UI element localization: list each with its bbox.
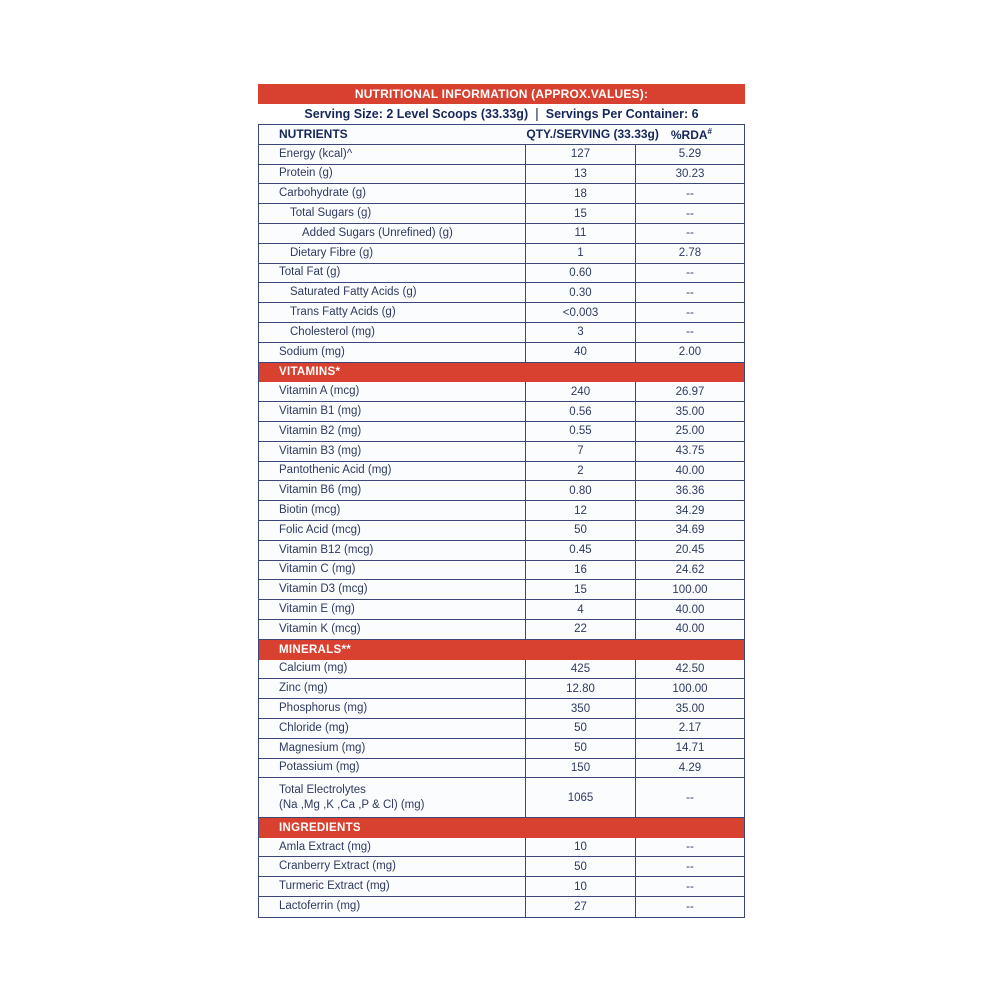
qty-cell: 16 [525, 561, 635, 580]
nutrient-label-cell [259, 857, 525, 876]
rda-cell: 35.00 [635, 699, 744, 718]
qty-cell: 13 [525, 165, 635, 184]
rda-cell: 4.29 [635, 759, 744, 778]
nutrient-label: Vitamin K (mcg) [279, 622, 361, 635]
table-row [259, 165, 744, 185]
table-row [259, 580, 744, 600]
rda-cell: 26.97 [635, 382, 744, 401]
qty-cell: 10 [525, 838, 635, 857]
rda-cell: 5.29 [635, 145, 744, 164]
table-row [259, 323, 744, 343]
nutrient-label-cell [259, 442, 525, 461]
nutrient-label: Vitamin D3 (mcg) [279, 583, 368, 596]
table-row [259, 501, 744, 521]
qty-cell: 18 [525, 184, 635, 203]
nutrient-label-cell [259, 759, 525, 778]
rda-cell: -- [635, 323, 744, 342]
nutrient-label: Vitamin B12 (mcg) [279, 543, 374, 556]
nutrient-label: Energy (kcal)^ [279, 147, 353, 160]
rda-cell: -- [635, 224, 744, 243]
qty-cell: 7 [525, 442, 635, 461]
qty-cell: 12 [525, 501, 635, 520]
nutrient-label-cell [259, 739, 525, 758]
nutrient-label-cell [259, 778, 525, 817]
nutrient-label: Dietary Fibre (g) [290, 246, 374, 259]
nutrient-label-cell [259, 660, 525, 679]
rda-cell: 20.45 [635, 541, 744, 560]
table-row [259, 679, 744, 699]
rda-cell: 100.00 [635, 580, 744, 599]
qty-cell: 0.45 [525, 541, 635, 560]
qty-cell: 0.55 [525, 422, 635, 441]
nutrient-label-cell [259, 501, 525, 520]
qty-cell: 127 [525, 145, 635, 164]
qty-cell: 0.30 [525, 283, 635, 302]
section-header-label: VITAMINS* [279, 366, 341, 379]
table-row [259, 481, 744, 501]
qty-cell: 50 [525, 857, 635, 876]
rda-cell: 2.00 [635, 343, 744, 362]
nutrient-label-cell [259, 561, 525, 580]
qty-cell: 15 [525, 580, 635, 599]
title-text: NUTRITIONAL INFORMATION (APPROX.VALUES): [354, 87, 649, 101]
rda-cell: -- [635, 897, 744, 917]
table-row [259, 897, 744, 917]
table-row [259, 382, 744, 402]
rda-cell: -- [635, 838, 744, 857]
nutrient-label-cell [259, 838, 525, 857]
rda-cell: -- [635, 264, 744, 283]
nutrient-label-cell [259, 699, 525, 718]
nutrient-label-cell [259, 897, 525, 917]
nutrition-panel [258, 84, 745, 918]
servings-per-container-text: Servings Per Container: 6 [545, 107, 699, 121]
nutrient-label: Cholesterol (mg) [290, 325, 375, 338]
rda-cell: -- [635, 184, 744, 203]
nutrient-label-cell [259, 204, 525, 223]
table-row [259, 343, 744, 363]
serving-size-text: Serving Size: 2 Level Scoops (33.33g) [304, 107, 529, 121]
rda-superscript: # [707, 126, 712, 136]
nutrient-label-cell [259, 402, 525, 421]
rda-cell: 36.36 [635, 481, 744, 500]
table-row [259, 442, 744, 462]
rda-cell: 40.00 [635, 462, 744, 481]
qty-cell: 22 [525, 620, 635, 639]
table-row [259, 561, 744, 581]
nutrient-label: Vitamin E (mg) [279, 603, 355, 616]
qty-cell: 12.80 [525, 679, 635, 698]
rda-cell: -- [635, 303, 744, 322]
qty-cell: 0.56 [525, 402, 635, 421]
nutrient-label: Vitamin B1 (mg) [279, 405, 362, 418]
nutrient-label: Vitamin B6 (mg) [279, 484, 362, 497]
qty-cell: 50 [525, 521, 635, 540]
table-row [259, 877, 744, 897]
nutrient-label-cell [259, 422, 525, 441]
rda-cell: 42.50 [635, 660, 744, 679]
rda-cell: 40.00 [635, 620, 744, 639]
qty-cell: 0.80 [525, 481, 635, 500]
nutrient-label: Total Fat (g) [279, 266, 341, 279]
nutrient-label-cell [259, 679, 525, 698]
column-header-nutrients: NUTRIENTS [279, 127, 348, 142]
rda-cell: 43.75 [635, 442, 744, 461]
nutrient-label-cell [259, 541, 525, 560]
qty-cell: 27 [525, 897, 635, 917]
table-row [259, 303, 744, 323]
nutrient-label: Sodium (mg) [279, 345, 345, 358]
qty-cell: 350 [525, 699, 635, 718]
table-row [259, 462, 744, 482]
rda-cell: -- [635, 204, 744, 223]
table-row [259, 184, 744, 204]
rda-cell: 25.00 [635, 422, 744, 441]
section-header [259, 818, 744, 838]
nutrient-label: Zinc (mg) [279, 682, 328, 695]
column-header-rda [671, 127, 712, 142]
nutrient-label: Carbohydrate (g) [279, 187, 366, 200]
nutrient-label-cell [259, 224, 525, 243]
nutrient-label: Biotin (mcg) [279, 504, 341, 517]
table-row [259, 719, 744, 739]
nutrient-label: Calcium (mg) [279, 662, 348, 675]
nutrient-label: Vitamin C (mg) [279, 563, 356, 576]
nutrient-label-cell [259, 580, 525, 599]
nutrient-label-cell [259, 620, 525, 639]
section-header [259, 640, 744, 660]
qty-cell: 240 [525, 382, 635, 401]
nutrient-label-cell [259, 719, 525, 738]
table-row [259, 857, 744, 877]
nutrient-label-cell [259, 264, 525, 283]
qty-cell: 3 [525, 323, 635, 342]
nutrient-label: Chloride (mg) [279, 721, 349, 734]
nutrient-label-cell [259, 323, 525, 342]
table-row [259, 204, 744, 224]
rda-cell: -- [635, 877, 744, 896]
nutrient-label: Trans Fatty Acids (g) [290, 306, 396, 319]
qty-cell: 425 [525, 660, 635, 679]
qty-cell: 4 [525, 600, 635, 619]
rda-cell: 24.62 [635, 561, 744, 580]
title-bar [258, 84, 745, 104]
table-row [259, 264, 744, 284]
table-row [259, 739, 744, 759]
rda-cell: 40.00 [635, 600, 744, 619]
qty-cell: <0.003 [525, 303, 635, 322]
nutrient-label-cell [259, 462, 525, 481]
table-row [259, 838, 744, 858]
nutrient-label-cell [259, 283, 525, 302]
nutrient-label-line2: (Na ,Mg ,K ,Ca ,P & Cl) (mg) [279, 798, 425, 811]
table-row [259, 402, 744, 422]
nutrient-label: Total Electrolytes [279, 783, 366, 796]
table-row [259, 145, 744, 165]
qty-cell: 50 [525, 739, 635, 758]
nutrient-label-cell [259, 165, 525, 184]
table-row [259, 541, 744, 561]
nutrient-label-cell [259, 343, 525, 362]
rda-cell: 2.78 [635, 244, 744, 263]
table-row [259, 660, 744, 680]
nutrient-label: Turmeric Extract (mg) [279, 880, 390, 893]
nutrient-label-cell [259, 521, 525, 540]
nutrient-label: Cranberry Extract (mg) [279, 860, 396, 873]
serving-line [258, 104, 745, 124]
qty-cell: 150 [525, 759, 635, 778]
nutrient-label: Pantothenic Acid (mg) [279, 464, 392, 477]
nutrient-label-cell [259, 184, 525, 203]
nutrient-label-cell [259, 481, 525, 500]
table-row [259, 224, 744, 244]
qty-cell: 50 [525, 719, 635, 738]
nutrient-label: Saturated Fatty Acids (g) [290, 286, 417, 299]
qty-cell: 15 [525, 204, 635, 223]
nutrient-label: Protein (g) [279, 167, 333, 180]
nutrient-label: Potassium (mg) [279, 761, 360, 774]
qty-cell: 1 [525, 244, 635, 263]
table-header-row [259, 125, 744, 145]
table-row [259, 600, 744, 620]
nutrient-label-cell [259, 145, 525, 164]
rda-cell: 14.71 [635, 739, 744, 758]
table-row [259, 759, 744, 779]
serving-separator: | [535, 105, 539, 121]
table-row [259, 521, 744, 541]
nutrition-table [258, 124, 745, 918]
table-body [259, 145, 744, 917]
rda-cell: -- [635, 778, 744, 817]
nutrient-label: Vitamin B2 (mg) [279, 424, 362, 437]
rda-cell: 35.00 [635, 402, 744, 421]
nutrient-label: Folic Acid (mcg) [279, 523, 361, 536]
section-header [259, 363, 744, 383]
rda-cell: 34.29 [635, 501, 744, 520]
qty-cell: 1065 [525, 778, 635, 817]
rda-cell: 100.00 [635, 679, 744, 698]
rda-cell: 34.69 [635, 521, 744, 540]
table-row [259, 620, 744, 640]
qty-cell: 40 [525, 343, 635, 362]
table-row [259, 422, 744, 442]
nutrient-label: Added Sugars (Unrefined) (g) [302, 226, 453, 239]
table-row [259, 283, 744, 303]
qty-cell: 2 [525, 462, 635, 481]
nutrient-label: Phosphorus (mg) [279, 702, 368, 714]
nutrient-label-cell [259, 303, 525, 322]
rda-label: %RDA [670, 127, 708, 142]
qty-cell: 10 [525, 877, 635, 896]
table-row [259, 699, 744, 719]
rda-cell: -- [635, 857, 744, 876]
rda-cell: -- [635, 283, 744, 302]
nutrient-label: Magnesium (mg) [279, 741, 366, 754]
nutrient-label-cell [259, 382, 525, 401]
nutrient-label: Amla Extract (mg) [279, 840, 372, 853]
table-row [259, 244, 744, 264]
nutrient-label-cell [259, 877, 525, 896]
nutrient-label-cell [259, 244, 525, 263]
nutrient-label: Lactoferrin (mg) [279, 900, 361, 913]
nutrient-label: Vitamin A (mcg) [279, 385, 360, 398]
nutrient-label: Vitamin B3 (mg) [279, 444, 362, 457]
rda-cell: 2.17 [635, 719, 744, 738]
rda-cell: 30.23 [635, 165, 744, 184]
nutrient-label-cell [259, 600, 525, 619]
section-header-label: MINERALS** [279, 643, 352, 656]
qty-cell: 11 [525, 224, 635, 243]
section-header-label: INGREDIENTS [279, 821, 361, 834]
nutrient-label: Total Sugars (g) [290, 207, 372, 220]
qty-cell: 0.60 [525, 264, 635, 283]
table-row [259, 778, 744, 818]
column-header-qty: QTY./SERVING (33.33g) [526, 127, 659, 142]
